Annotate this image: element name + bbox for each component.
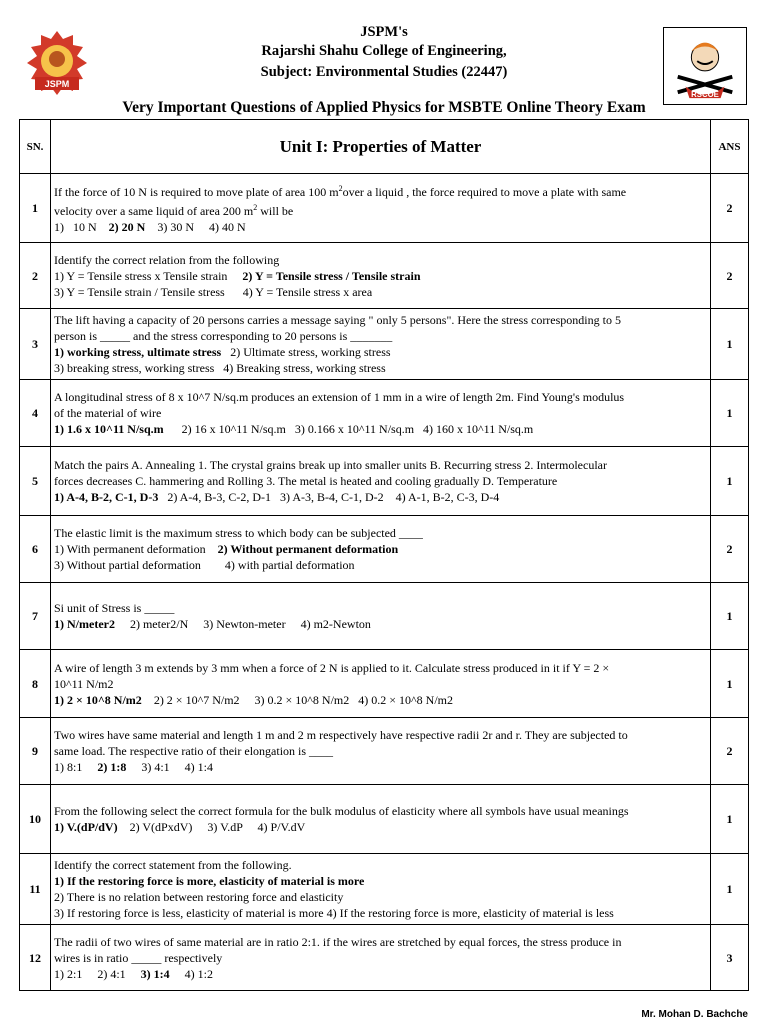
ans-header: ANS [711, 120, 749, 174]
answer-value: 3 [711, 925, 749, 991]
svg-text:RSCOE: RSCOE [691, 90, 719, 100]
question-text: Match the pairs A. Annealing 1. The crystal grains break up into smaller units B. Recurring stress 2. Intermolecular forces decreases C. hammering and Rolling 3. The metal is heated and cooling gradually D. Temperature 1) A-4, B-2, C-1, D-3 2) A-4, B-3, C-2, D-1 3) A-3, B-4, C-1, D-2 4) A-1, B-2, C-3, D-4 [51, 447, 711, 516]
questions-table [19, 119, 749, 991]
question-number: 1 [20, 174, 51, 243]
question-number: 6 [20, 516, 51, 583]
question-text: From the following select the correct formula for the bulk modulus of elasticity where all symbols have usual meanings 1) V.(dP/dV) 2) V(dPxdV) 3) V.dP 4) P/V.dV [51, 785, 711, 854]
subject-line: Subject: Environmental Studies (22447) [260, 64, 508, 80]
rscoe-logo [663, 27, 747, 105]
question-number: 11 [20, 854, 51, 925]
question-number: 9 [20, 718, 51, 785]
answer-value: 1 [711, 309, 749, 380]
question-number: 7 [20, 583, 51, 650]
table-row [20, 447, 749, 516]
table-row [20, 309, 749, 380]
table-row [20, 380, 749, 447]
answer-value: 2 [711, 718, 749, 785]
question-number: 3 [20, 309, 51, 380]
question-number: 12 [20, 925, 51, 991]
question-number: 8 [20, 650, 51, 718]
question-text: A wire of length 3 m extends by 3 mm when a force of 2 N is applied to it. Calculate stress produced in it if Y = 2 × 10^11 N/m2 1) 2 × 10^8 N/m2 2) 2 × 10^7 N/m2 3) 0.2 × 10^8 N/m2 4) 0.2 × 10^8 N/m2 [51, 650, 711, 718]
table-row [20, 174, 749, 243]
unit-title: Unit I: Properties of Matter [51, 120, 711, 174]
question-text: Two wires have same material and length 1 m and 2 m respectively have respective radii 2r and r. They are subjected to same load. The respective ratio of their elongation is ____ 1) 8:1 2) 1:8 3) 4:1 4) 1:4 [51, 718, 711, 785]
question-text: Identify the correct relation from the following 1) Y = Tensile stress x Tensile strain 2) Y = Tensile stress / Tensile strain 3) Y = Tensile strain / Tensile stress 4) Y = Tensile stress x area [51, 243, 711, 309]
question-number: 4 [20, 380, 51, 447]
answer-value: 2 [711, 174, 749, 243]
answer-value: 1 [711, 854, 749, 925]
answer-value: 1 [711, 785, 749, 854]
table-row [20, 650, 749, 718]
table-row [20, 243, 749, 309]
answer-value: 1 [711, 583, 749, 650]
table-row [20, 718, 749, 785]
author-footer: Mr. Mohan D. Bachche [641, 1009, 748, 1020]
page-header [0, 0, 768, 100]
college-name: Rajarshi Shahu College of Engineering, [261, 43, 507, 59]
question-text: The radii of two wires of same material are in ratio 2:1. if the wires are stretched by equal forces, the stress produce in wires is in ratio _____ respectively 1) 2:1 2) 4:1 3) 1:4 4) 1:2 [51, 925, 711, 991]
table-row [20, 785, 749, 854]
table-row [20, 925, 749, 991]
question-number: 10 [20, 785, 51, 854]
question-number: 5 [20, 447, 51, 516]
table-header-row [20, 120, 749, 174]
answer-value: 1 [711, 650, 749, 718]
org-name: JSPM's [360, 24, 408, 40]
table-row [20, 583, 749, 650]
question-text: The lift having a capacity of 20 persons carries a message saying " only 5 persons". Here the stress corresponding to 5 person is _____ and the stress corresponding to 20 persons is _______ 1) working stress, ultimate stress 2) Ultimate stress, working stress 3) breaking stress, working stress 4) Breaking stress, working stress [51, 309, 711, 380]
question-text: If the force of 10 N is required to move plate of area 100 $m^2over$ a liquid , the force required to move a plate with same velocity over a same liquid of area 200 $m^2$ will be 1) 10 N 2) 20 N 3) 30 N 4) 40 N [51, 174, 711, 243]
svg-text:JSPM: JSPM [44, 79, 70, 89]
question-number: 2 [20, 243, 51, 309]
question-text: Si unit of Stress is _____ 1) N/meter2 2) meter2/N 3) Newton-meter 4) m2-Newton [51, 583, 711, 650]
question-text: The elastic limit is the maximum stress to which body can be subjected ____ 1) With permanent deformation 2) Without permanent deformation 3) Without partial deformation 4) with partial deformation [51, 516, 711, 583]
answer-value: 2 [711, 516, 749, 583]
answer-value: 2 [711, 243, 749, 309]
question-text: A longitudinal stress of 8 x 10^7 N/sq.m produces an extension of 1 mm in a wire of length 2m. Find Young's modulus of the material of wire 1) 1.6 x 10^11 N/sq.m 2) 16 x 10^11 N/sq.m 3) 0.166 x 10^11 N/sq.m 4) 160 x 10^11 N/sq.m [51, 380, 711, 447]
table-row [20, 516, 749, 583]
answer-value: 1 [711, 447, 749, 516]
question-text: Identify the correct statement from the following. 1) If the restoring force is more, elasticity of material is more 2) There is no relation between restoring force and elasticity 3) If restoring force is less, elasticity of material is more 4) If the restoring force is more, elasticity of material is less [51, 854, 711, 925]
answer-value: 1 [711, 380, 749, 447]
document-subtitle: Very Important Questions of Applied Physics for MSBTE Online Theory Exam [122, 99, 646, 116]
sn-header: SN. [20, 120, 51, 174]
table-row [20, 854, 749, 925]
